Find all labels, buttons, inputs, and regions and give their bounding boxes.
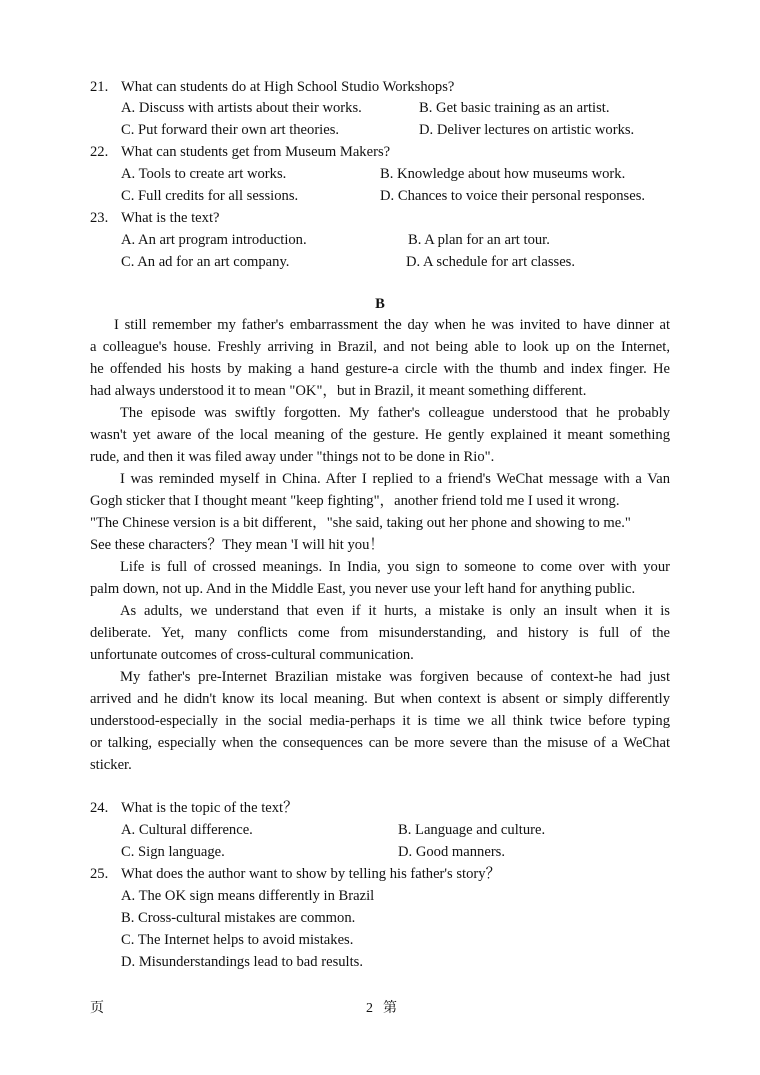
passage-line: or talking, especially when the consequences can be more severe than the misuse of a WeChat	[90, 734, 670, 751]
footer-page-number: 2	[366, 1001, 373, 1016]
passage-line: As adults, we understand that even if it hurts, a mistake is only an insult when it is	[120, 603, 670, 619]
footer-right: 第	[383, 1001, 397, 1016]
option-b: B. Knowledge about how museums work.	[380, 166, 626, 182]
passage-line: "The Chinese version is a bit different，"she said, taking out her phone and showing to me."	[90, 514, 631, 531]
option-c: C. The Internet helps to avoid mistakes.	[121, 932, 354, 948]
option-a: A. Tools to create art works.	[121, 166, 287, 182]
footer-left: 页	[90, 1001, 104, 1016]
option-d: D. A schedule for art classes.	[406, 254, 575, 270]
option-a: A. Cultural difference.	[121, 822, 253, 838]
passage-line: sticker.	[90, 756, 132, 773]
passage-line: My father's pre-Internet Brazilian mistake was forgiven because of context-he had just	[120, 669, 670, 685]
passage-paragraph-1	[90, 315, 670, 403]
passage-line: arrived and he didn't know its local meaning. But when context is absent or simply differently	[90, 690, 670, 707]
passage-paragraph-2	[90, 403, 670, 469]
passage-line: wasn't yet aware of the local meaning of the gesture. He gently explained it meant something	[90, 426, 670, 443]
section-heading: B	[375, 296, 385, 312]
passage-line: palm down, not up. And in the Middle East, you never use your left hand for anything public.	[90, 580, 636, 597]
passage-line: Life is full of crossed meanings. In India, you sign to someone to come over with your	[120, 559, 670, 575]
passage-paragraph-6	[90, 667, 670, 777]
question-23	[90, 208, 220, 228]
question-25	[90, 864, 501, 884]
passage-line: rude, and then it was filed away under "things not to be done in Rio".	[90, 448, 495, 465]
option-b: B. Language and culture.	[398, 822, 546, 838]
passage-line: deliberate. Yet, many conflicts come from misunderstanding, and history is full of the	[90, 624, 670, 641]
passage-line: unfortunate outcomes of cross-cultural communication.	[90, 646, 414, 663]
passage-paragraph-5	[90, 601, 670, 667]
passage-line: a colleague's house. Freshly arriving in Brazil, and not being able to look up on the Internet,	[90, 338, 670, 355]
option-d: D. Chances to voice their personal responses.	[380, 188, 646, 204]
option-d: D. Deliver lectures on artistic works.	[419, 122, 635, 138]
option-a: A. An art program introduction.	[121, 232, 307, 248]
option-a: A. The OK sign means differently in Brazil	[121, 888, 375, 904]
option-b: B. Get basic training as an artist.	[419, 100, 610, 116]
passage-line: had always understood it to mean "OK"，but in Brazil, it meant something different.	[90, 382, 587, 399]
question-number: 22.	[90, 144, 109, 160]
question-number: 21.	[90, 79, 109, 95]
option-b: B. Cross-cultural mistakes are common.	[121, 910, 356, 926]
option-c: C. Full credits for all sessions.	[121, 188, 299, 204]
passage-line: he offended his hosts by making a hand gesture-a circle with the thumb and index finger. He	[90, 360, 670, 377]
option-c: C. Sign language.	[121, 844, 225, 860]
option-d: D. Misunderstandings lead to bad results.	[121, 954, 363, 970]
passage-line: See these characters？They mean 'I will hit you！	[90, 536, 384, 553]
option-d: D. Good manners.	[398, 844, 506, 860]
question-stem: What is the topic of the text？	[121, 800, 298, 816]
passage-line: I still remember my father's embarrassment the day when he was invited to have dinner at	[114, 317, 670, 333]
question-24	[90, 798, 298, 818]
question-21	[90, 77, 455, 97]
question-stem: What can students do at High School Studio Workshops?	[121, 79, 455, 95]
question-22	[90, 142, 391, 162]
question-stem: What can students get from Museum Makers?	[121, 144, 391, 160]
passage-line: Gogh sticker that I thought meant "keep fighting"，another friend told me I used it wrong.	[90, 492, 620, 509]
option-a: A. Discuss with artists about their works.	[121, 100, 362, 116]
question-number: 24.	[90, 800, 109, 816]
passage-paragraph-3	[90, 469, 670, 557]
option-c: C. Put forward their own art theories.	[121, 122, 340, 138]
question-stem: What is the text?	[121, 210, 220, 226]
passage-line: understood-especially in the social media-perhaps it is time we all think twice before typing	[90, 712, 670, 729]
question-number: 23.	[90, 210, 109, 226]
passage-line: I was reminded myself in China. After I replied to a friend's WeChat message with a Van	[120, 471, 670, 487]
passage-line: The episode was swiftly forgotten. My father's colleague understood that he probably	[120, 405, 670, 421]
question-stem: What does the author want to show by telling his father's story？	[121, 866, 501, 882]
question-number: 25.	[90, 866, 109, 882]
option-b: B. A plan for an art tour.	[408, 232, 550, 248]
option-c: C. An ad for an art company.	[121, 254, 290, 270]
passage-paragraph-4	[90, 557, 670, 601]
